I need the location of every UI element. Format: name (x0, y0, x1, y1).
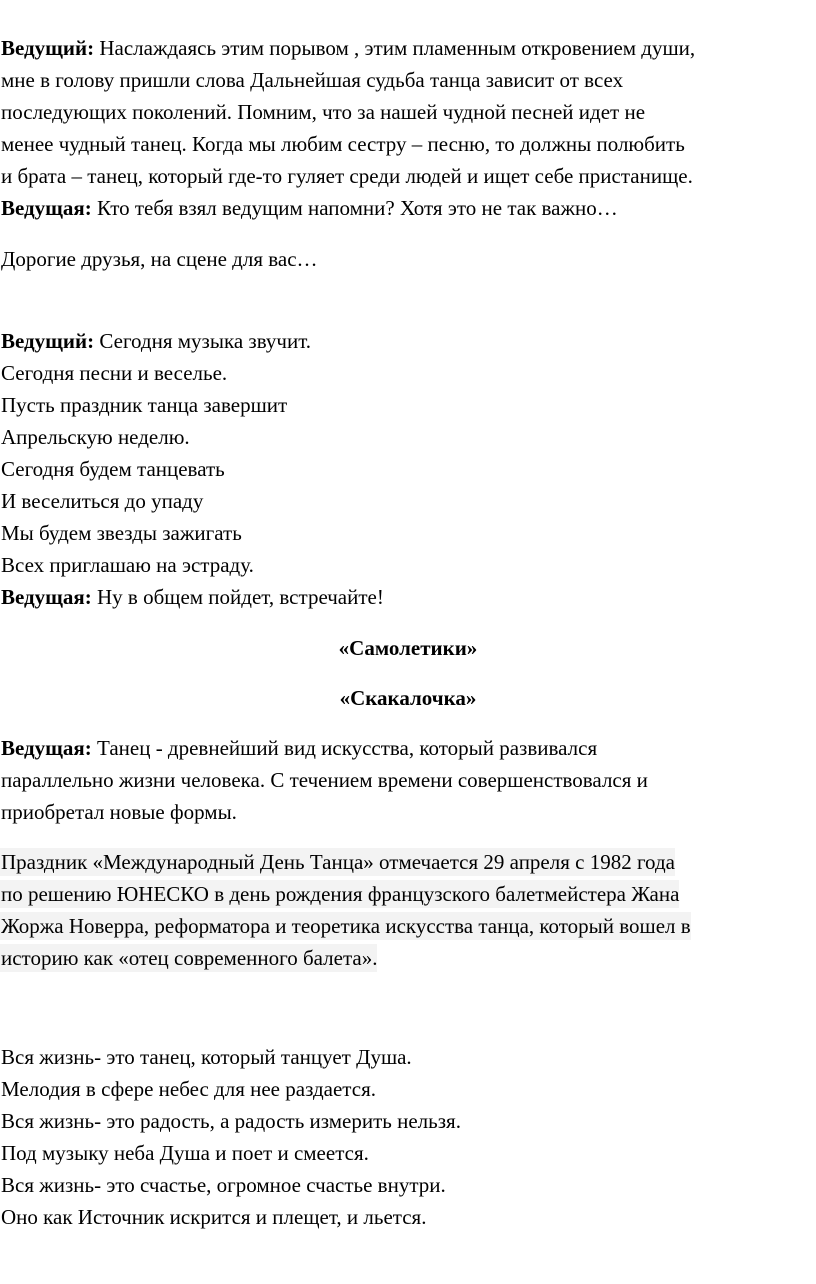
paragraph-line (1, 327, 311, 355)
speaker-label: Ведущий: (1, 36, 95, 60)
poem-line: Мелодия в сфере небес для нее раздается. (1, 1077, 376, 1101)
poem-line: Вся жизнь- это танец, который танцует Душа. (1, 1045, 412, 1069)
performance-title: «Самолетики» (338, 636, 478, 660)
paragraph-line: приобретал новые формы. (1, 800, 237, 824)
paragraph-line: последующих поколений. Помним, что за нашей чудной песней идет не (1, 100, 646, 124)
verse-line: И веселиться до упаду (1, 489, 204, 513)
paragraph-line: менее чудный танец. Когда мы любим сестру – песню, то должны полюбить (1, 132, 685, 156)
paragraph-line (1, 734, 597, 762)
verse-line: Сегодня песни и веселье. (1, 361, 228, 385)
verse-line: Мы будем звезды зажигать (1, 521, 242, 545)
poem-line: Вся жизнь- это счастье, огромное счастье внутри. (1, 1173, 446, 1197)
speaker-label: Ведущая: (1, 736, 92, 760)
poem-line: Под музыку неба Душа и поет и смеется. (1, 1141, 369, 1165)
paragraph-line (1, 583, 384, 611)
highlighted-paragraph-line: по решению ЮНЕСКО в день рождения французского балетмейстера Жана (1, 882, 680, 906)
poem-line: Оно как Источник искрится и плещет, и льется. (1, 1205, 427, 1229)
paragraph-line (1, 34, 695, 62)
highlighted-paragraph-line: историю как «отец современного балета». (1, 946, 378, 970)
paragraph-text: Кто тебя взял ведущим напомни? Хотя это не так важно… (91, 196, 618, 220)
paragraph-line: мне в голову пришли слова Дальнейшая судьба танца зависит от всех (1, 68, 624, 92)
paragraph-text: Наслаждаясь этим порывом , этим пламенным откровением души, (94, 36, 696, 60)
paragraph-text: Танец - древнейший вид искусства, который развивался (91, 736, 598, 760)
paragraph-line: и брата – танец, который где-то гуляет среди людей и ищет себе пристанище. (1, 164, 693, 188)
paragraph-line (1, 194, 618, 222)
poem-line: Вся жизнь- это радость, а радость измерить нельзя. (1, 1109, 461, 1133)
highlighted-paragraph-line: Праздник «Международный День Танца» отмечается 29 апреля с 1982 года (1, 850, 675, 874)
performance-title: «Скакалочка» (339, 686, 477, 710)
highlighted-paragraph-line: Жоржа Новерра, реформатора и теоретика искусства танца, который вошел в (1, 914, 691, 938)
verse-line: Апрельскую неделю. (1, 425, 190, 449)
speaker-label: Ведущая: (1, 585, 92, 609)
verse-line: Всех приглашаю на эстраду. (1, 553, 254, 577)
verse-line: Сегодня музыка звучит. (94, 329, 312, 353)
verse-line: Сегодня будем танцевать (1, 457, 225, 481)
speaker-label: Ведущий: (1, 329, 95, 353)
verse-line: Пусть праздник танца завершит (1, 393, 288, 417)
paragraph-line: параллельно жизни человека. С течением времени совершенствовался и (1, 768, 648, 792)
paragraph-line: Дорогие друзья, на сцене для вас… (1, 247, 318, 271)
paragraph-text: Ну в общем пойдет, встречайте! (91, 585, 384, 609)
speaker-label: Ведущая: (1, 196, 92, 220)
